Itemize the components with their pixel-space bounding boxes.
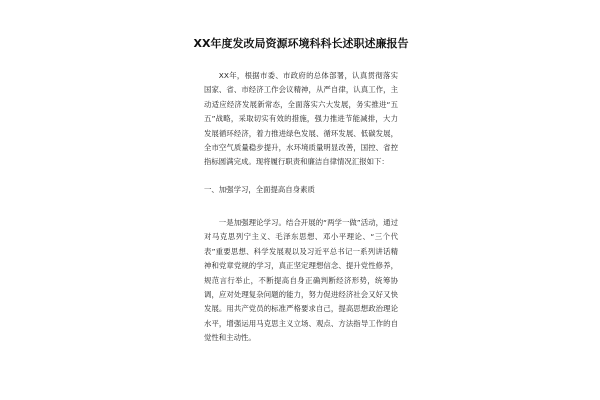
intro-paragraph: XX年，根据市委、市政府的总体部署，认真贯彻落实国家、省、市经济工作会议精神，从严自律，认真工作，主动适应经济发展新常态，全面落实六大发展，务实推进“五五”战略，采取切实有效的措施，强力推进节能减排，大力发展循环经济，着力推进绿色发展、循环发展、低碳发展，全市空气质量稳步提升，水环境质量明显改善，国控、省控指标圆满完成。现将履行职责和廉洁自律情况汇报如下： [204, 71, 398, 167]
section-heading: 一、加强学习，全面提高自身素质 [204, 185, 315, 194]
document-title: XX年度发改局资源环境科科长述职述廉报告 [193, 37, 409, 50]
section-paragraph: 一是加强理论学习。结合开展的“两学一做”活动，通过对马克思列宁主义、毛泽东思想、邓小平理论、“三个代表”重要思想、科学发展观以及习近平总书记一系列讲话精神和党章党规的学习，真正坚定理想信念、提升党性修养，规范言行举止，不断提高自身正确判断经济形势，统筹协调，应对处理复杂问题的能力，努力促进经济社会又好又快发展。用共产党员的标准严格要求自己，提高思想政治理论水平，增强运用马克思主义立场、观点、方法指导工作的自觉性和主动性。 [204, 218, 398, 343]
